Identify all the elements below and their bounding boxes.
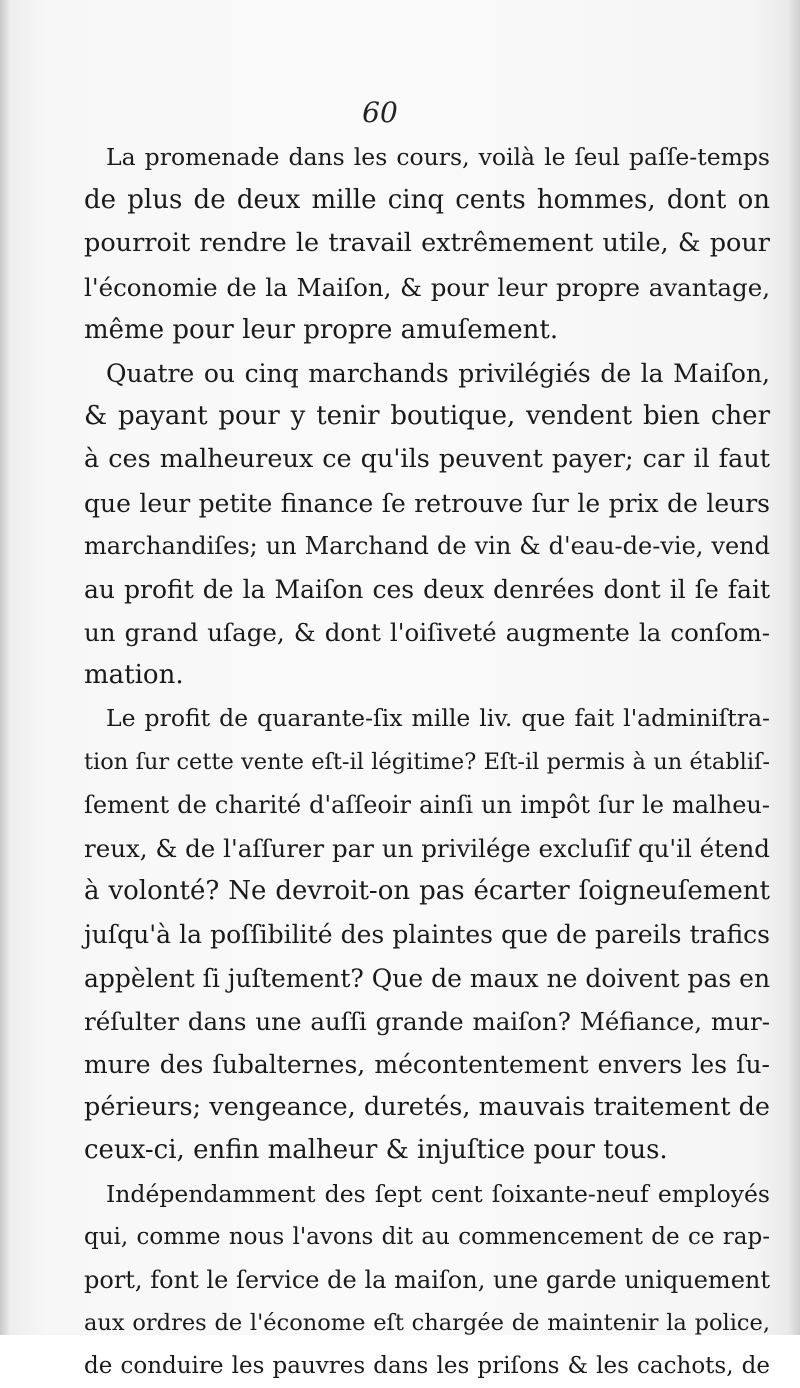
text-line: réſulter dans une auſſi grande maiſon? Méfiance, mur- (84, 1006, 770, 1036)
text-line: qui, comme nous l'avons dit au commencement de ce rap- (84, 1223, 770, 1250)
text-line: & payant pour y tenir boutique, vendent bien cher (84, 401, 770, 432)
text-line: marchandiſes; un Marchand de vin & d'eau-de-vie, vend (84, 531, 770, 560)
page-left-shadow (0, 0, 10, 1335)
text-line: au profit de la Maiſon ces deux denrées dont il ſe fait (84, 574, 770, 604)
text-line: que leur petite finance ſe retrouve ſur le prix de leurs (84, 488, 770, 518)
text-line: tion ſur cette vente eſt-il légitime? Eſt-il permis à un établiſ- (84, 748, 770, 775)
text-line: appèlent ſi juſtement? Que de maux ne doivent pas en (84, 963, 771, 993)
text-line: l'économie de la Maiſon, & pour leur propre avantage, (84, 272, 770, 302)
text-line: aux ordres de l'économe eſt chargée de maintenir la police, (84, 1310, 770, 1337)
page-right-shadow (788, 0, 800, 1335)
text-line: ceux-ci, enfin malheur & injuſtice pour tous. (84, 1135, 668, 1166)
text-line: mure des ſubalternes, mécontentement envers les ſu- (84, 1049, 770, 1079)
text-line: mation. (84, 660, 184, 691)
text-line: de plus de deux mille cinq cents hommes, dont on (84, 185, 770, 216)
text-line: juſqu'à la poſſibilité des plaintes que de pareils trafics (84, 920, 770, 950)
text-line: à volonté? Ne devroit-on pas écarter ſoigneuſement (84, 876, 770, 907)
text-line: La promenade dans les cours, voilà le ſeul paſſe-temps (106, 143, 770, 171)
text-line: périeurs; vengeance, duretés, mauvais traitement de (84, 1092, 770, 1123)
text-line: Indépendamment des ſept cent ſoixante-neuf employés (106, 1179, 770, 1208)
text-line: même pour leur propre amuſement. (84, 314, 559, 345)
text-line: de conduire les pauvres dans les priſons & les cachots, de (84, 1353, 770, 1380)
page-number: 60 (362, 96, 398, 129)
text-line: Quatre ou cinq marchands privilégiés de la Maiſon, (106, 358, 770, 388)
text-line: à ces malheureux ce qu'ils peuvent payer; car il faut (84, 444, 770, 475)
text-line: port, font le ſervice de la maiſon, une garde uniquement (84, 1265, 770, 1294)
text-line: un grand uſage, & dont l'oiſiveté augmente la conſom- (84, 618, 770, 648)
text-line: Le profit de quarante-ſix mille liv. que fait l'adminiſtra- (106, 704, 770, 733)
text-line: pourroit rendre le travail extrêmement utile, & pour (84, 228, 770, 259)
text-line: ſement de charité d'aſſeoir ainſi un impôt ſur le malheu- (84, 790, 770, 819)
body-text (84, 136, 770, 1388)
text-line: reux, & de l'aſſurer par un privilége excluſif qu'il étend (84, 834, 770, 863)
